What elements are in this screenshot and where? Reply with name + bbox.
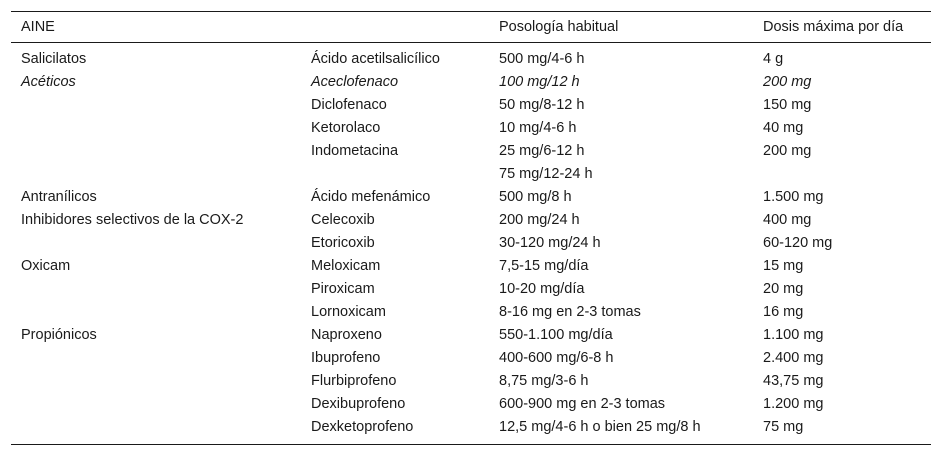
max-dose-cell: 4 g	[763, 50, 784, 67]
drug-cell: Etoricoxib	[311, 234, 375, 251]
group-cell: Salicilatos	[21, 50, 87, 67]
group-cell	[11, 139, 301, 162]
dose-cell: 50 mg/8-12 h	[499, 96, 585, 113]
group-cell: Propiónicos	[21, 326, 97, 343]
group-cell	[11, 300, 301, 323]
dose-cell: 100 mg/12 h	[499, 73, 580, 90]
table-row	[11, 369, 931, 392]
group-cell	[11, 346, 301, 369]
table-row	[11, 346, 931, 369]
table-row	[11, 139, 931, 162]
max-dose-cell: 16 mg	[763, 303, 804, 320]
max-dose-cell: 15 mg	[763, 257, 804, 274]
table-row	[11, 277, 931, 300]
dose-cell: 25 mg/6-12 h	[499, 142, 585, 159]
dose-cell: 500 mg/8 h	[499, 188, 572, 205]
table-header-row	[11, 12, 931, 43]
max-dose-cell: 400 mg	[763, 211, 812, 228]
group-cell	[11, 277, 301, 300]
drug-cell: Ketorolaco	[311, 119, 381, 136]
max-dose-cell: 40 mg	[763, 119, 804, 136]
drug-cell: Indometacina	[311, 142, 399, 159]
dose-cell: 400-600 mg/6-8 h	[499, 349, 614, 366]
max-dose-cell	[753, 162, 931, 185]
group-cell: Antranílicos	[21, 188, 97, 205]
drug-cell: Celecoxib	[311, 211, 375, 228]
drug-cell: Aceclofenaco	[311, 73, 399, 90]
group-cell	[11, 392, 301, 415]
max-dose-cell: 200 mg	[763, 142, 812, 159]
group-cell	[11, 93, 301, 116]
group-cell	[11, 116, 301, 139]
dose-cell: 600-900 mg en 2-3 tomas	[499, 395, 666, 412]
max-dose-cell: 43,75 mg	[763, 372, 824, 389]
drug-cell	[301, 162, 489, 185]
header-dosis-maxima: Dosis máxima por día	[753, 12, 931, 43]
max-dose-cell: 150 mg	[763, 96, 812, 113]
table-row	[11, 254, 931, 277]
table-row	[11, 231, 931, 254]
drug-cell: Lornoxicam	[311, 303, 386, 320]
max-dose-cell: 60-120 mg	[763, 234, 833, 251]
table-row	[11, 300, 931, 323]
group-cell: Inhibidores selectivos de la COX-2	[21, 211, 244, 228]
dose-cell: 200 mg/24 h	[499, 211, 580, 228]
table-row	[11, 415, 931, 444]
group-cell	[11, 162, 301, 185]
dose-cell: 550-1.100 mg/día	[499, 326, 613, 343]
table-row	[11, 185, 931, 208]
header-drug	[301, 12, 489, 43]
max-dose-cell: 75 mg	[763, 418, 804, 435]
drug-cell: Ibuprofeno	[311, 349, 381, 366]
table-row	[11, 208, 931, 231]
table-row	[11, 70, 931, 93]
drug-cell: Diclofenaco	[311, 96, 387, 113]
dose-cell: 12,5 mg/4-6 h o bien 25 mg/8 h	[499, 418, 701, 435]
drug-cell: Naproxeno	[311, 326, 382, 343]
table-row	[11, 93, 931, 116]
drug-cell: Flurbiprofeno	[311, 372, 397, 389]
aine-dosage-table	[11, 12, 931, 444]
aine-table-container	[11, 11, 931, 445]
max-dose-cell: 1.500 mg	[763, 188, 824, 205]
max-dose-cell: 200 mg	[763, 73, 812, 90]
table-row	[11, 392, 931, 415]
drug-cell: Ácido mefenámico	[311, 188, 431, 205]
group-cell: Oxicam	[21, 257, 71, 274]
group-cell	[11, 369, 301, 392]
dose-cell: 10-20 mg/día	[499, 280, 585, 297]
dose-cell: 8-16 mg en 2-3 tomas	[499, 303, 641, 320]
drug-cell: Dexibuprofeno	[311, 395, 406, 412]
max-dose-cell: 1.100 mg	[763, 326, 824, 343]
table-row	[11, 323, 931, 346]
dose-cell: 30-120 mg/24 h	[499, 234, 601, 251]
group-cell	[11, 231, 301, 254]
dose-cell: 10 mg/4-6 h	[499, 119, 577, 136]
group-cell: Acéticos	[21, 73, 76, 90]
dose-cell: 75 mg/12-24 h	[499, 165, 593, 182]
header-posologia: Posología habitual	[489, 12, 753, 43]
max-dose-cell: 20 mg	[763, 280, 804, 297]
table-body	[11, 43, 931, 445]
table-row	[11, 43, 931, 71]
dose-cell: 8,75 mg/3-6 h	[499, 372, 589, 389]
max-dose-cell: 1.200 mg	[763, 395, 824, 412]
drug-cell: Dexketoprofeno	[311, 418, 414, 435]
dose-cell: 500 mg/4-6 h	[499, 50, 585, 67]
group-cell	[11, 415, 301, 444]
header-aine: AINE	[11, 12, 301, 43]
drug-cell: Ácido acetilsalicílico	[311, 50, 440, 67]
table-row	[11, 162, 931, 185]
table-row	[11, 116, 931, 139]
dose-cell: 7,5-15 mg/día	[499, 257, 589, 274]
max-dose-cell: 2.400 mg	[763, 349, 824, 366]
drug-cell: Meloxicam	[311, 257, 381, 274]
drug-cell: Piroxicam	[311, 280, 375, 297]
